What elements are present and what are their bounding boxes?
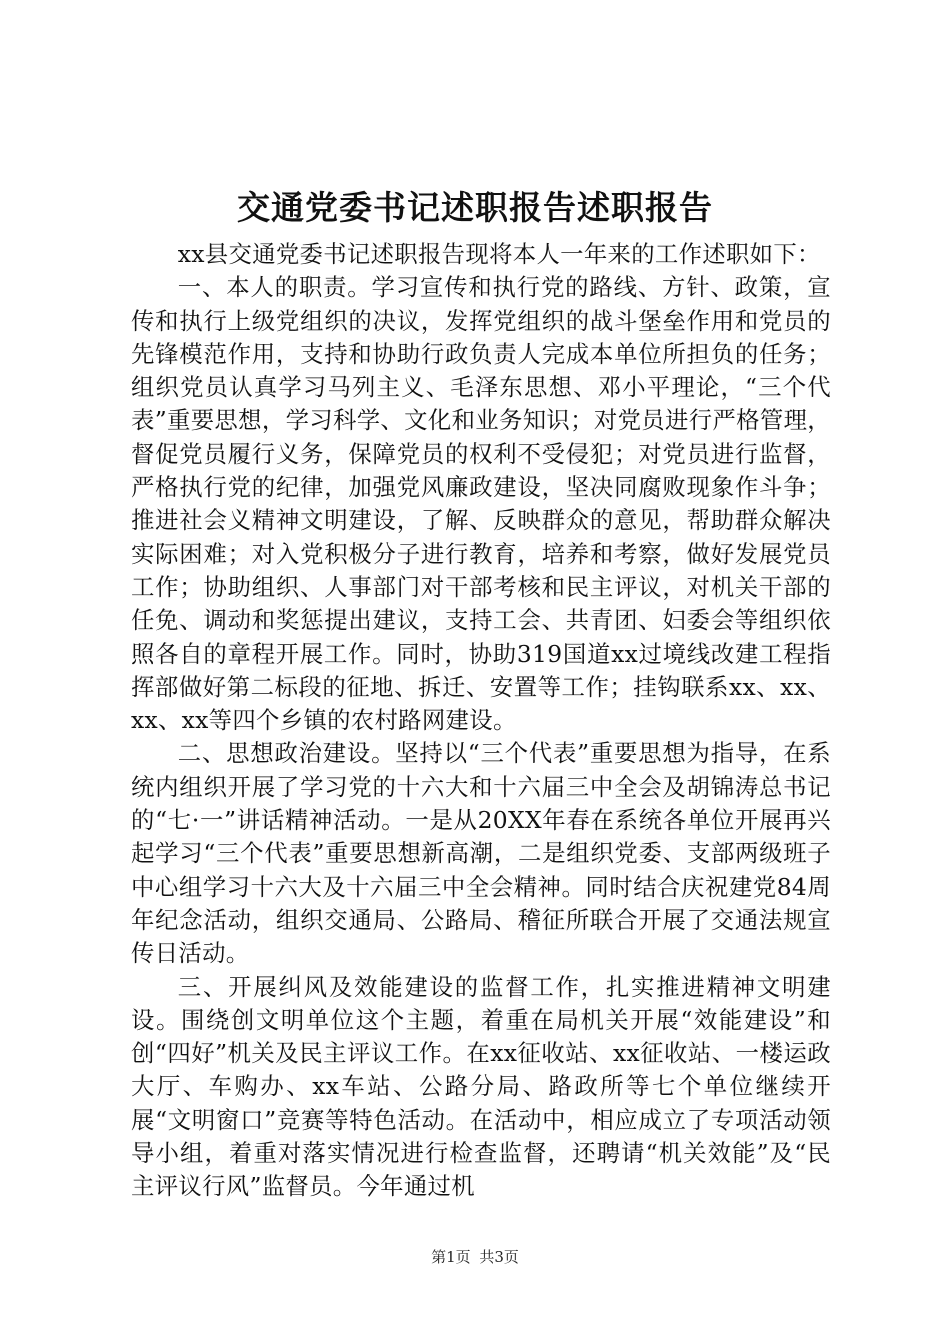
page-total: 共3页 xyxy=(479,1248,519,1266)
document-title: 交通党委书记述职报告述职报告 xyxy=(237,188,713,227)
paragraph-intro: xx县交通党委书记述职报告现将本人一年来的工作述职如下： xyxy=(177,240,821,268)
paragraph-supervision: 三、开展纠风及效能建设的监督工作，扎实推进精神文明建设。围绕创文明单位这个主题，着重在局机关开展“效能建设”和创“四好”机关及民主评议工作。在xx征收站、xx征收站、一楼运政大厅、车购办、xx车站、公路分局、路政所等七个单位继续开展“文明窗口”竞赛等特色活动。在活动中，相应成立了专项活动领导小组，着重对落实情况进行检查监督，还聘请“机关效能”及“民主评议行风”监督员。今年通过机 xyxy=(131,972,831,1201)
page-number: 第1页 xyxy=(431,1248,471,1266)
paragraph-duties: 一、本人的职责。学习宣传和执行党的路线、方针、政策，宣传和执行上级党组织的决议，发挥党组织的战斗堡垒作用和党员的先锋模范作用，支持和协助行政负责人完成本单位所担负的任务；组织党员认真学习马列主义、毛泽东思想、邓小平理论，“三个代表”重要思想，学习科学、文化和业务知识；对党员进行严格管理，督促党员履行义务，保障党员的权利不受侵犯；对党员进行监督，严格执行党的纪律，加强党风廉政建设，坚决同腐败现象作斗争；推进社会义精神文明建设，了解、反映群众的意见，帮助群众解决实际困难；对入党积极分子进行教育，培养和考察，做好发展党员工作；协助组织、人事部门对干部考核和民主评议，对机关干部的任免、调动和奖惩提出建议，支持工会、共青团、妇委会等组织依照各自的章程开展工作。同时，协助319国道xx过境线改建工程指挥部做好第二标段的征地、拆迁、安置等工作；挂钩联系xx、xx、xx、xx等四个乡镇的农村路网建设。 xyxy=(131,273,831,735)
page-footer xyxy=(0,1247,950,1267)
paragraph-political-building: 二、思想政治建设。坚持以“三个代表”重要思想为指导，在系统内组织开展了学习党的十六大和十六届三中全会及胡锦涛总书记的“七·一”讲话精神活动。一是从20XX年春在系统各单位开展再兴起学习“三个代表”重要思想新高潮，二是组织党委、支部两级班子中心组学习十六大及十六届三中全会精神。同时结合庆祝建党84周年纪念活动，组织交通局、公路局、稽征所联合开展了交通法规宣传日活动。 xyxy=(131,739,831,968)
document-body xyxy=(131,238,831,1204)
